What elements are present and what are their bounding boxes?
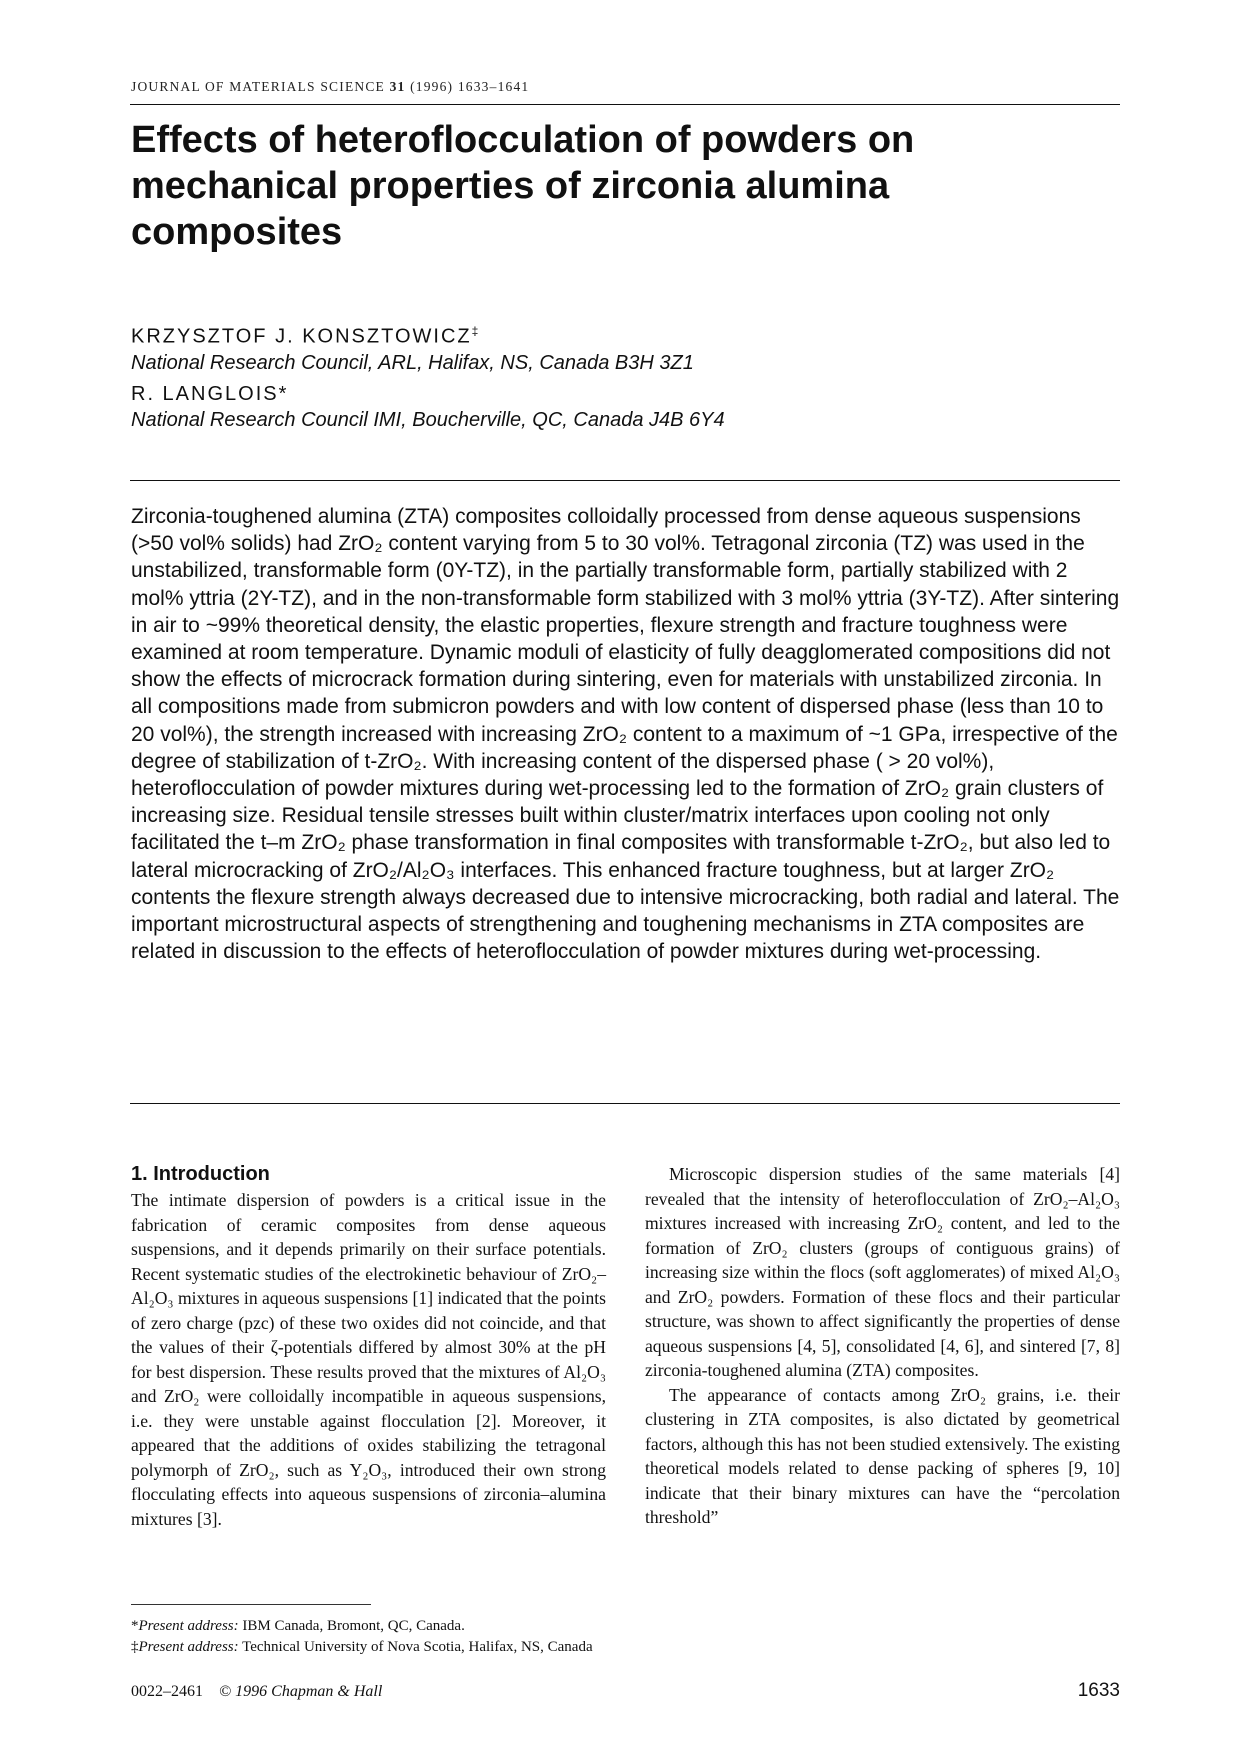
footer-issn-copyright — [131, 1683, 382, 1701]
abstract-top-rule — [130, 480, 1120, 481]
abstract-bottom-rule — [130, 1103, 1120, 1104]
journal-name: JOURNAL OF MATERIALS SCIENCE — [131, 79, 385, 94]
footnote-rule — [131, 1604, 371, 1605]
copyright: © 1996 Chapman & Hall — [219, 1683, 383, 1700]
author-name: KRZYSZTOF J. KONSZTOWICZ‡ — [131, 324, 479, 348]
journal-volume: 31 — [389, 79, 406, 94]
footnote: ‡Present address: Technical University of Nova Scotia, Halifax, NS, Canada — [131, 1639, 593, 1655]
body-column-left — [131, 1162, 606, 1531]
author-affiliation: National Research Council, ARL, Halifax, NS, Canada B3H 3Z1 — [131, 351, 694, 374]
body-paragraph: Microscopic dispersion studies of the same materials [4] revealed that the intensity of heteroflocculation of ZrO₂–Al₂O₃ mixtures increased with increasing ZrO₂ content, and led to the formation of ZrO₂ clusters (groups of contiguous grains) of increasing size within the flocs (soft agglomerates) of mixed Al₂O₃ and ZrO₂ powders. Formation of these flocs and their particular structure, was shown to affect significantly the properties of dense aqueous suspensions [4, 5], consolidated [4, 6], and sintered [7, 8] zirconia-toughened alumina (ZTA) composites. — [645, 1164, 1120, 1380]
body-paragraph: The appearance of contacts among ZrO₂ grains, i.e. their clustering in ZTA composites, is also dictated by geometrical factors, although this has not been studied extensively. The existing theoretical models related to dense packing of spheres [9, 10] indicate that their binary mixtures can have the “percolation threshold” — [645, 1384, 1120, 1527]
body-paragraph: The intimate dispersion of powders is a critical issue in the fabrication of ceramic composites from dense aqueous suspensions, and it depends primarily on their surface potentials. Recent systematic studies of the electrokinetic behaviour of ZrO₂–Al₂O₃ mixtures in aqueous suspensions [1] indicated that the points of zero charge (pzc) of these two oxides did not coincide, and that the values of their ζ-potentials differed by almost 30% at the pH for best dispersion. These results proved that the mixtures of Al₂O₃ and ZrO₂ were colloidally incompatible in aqueous suspensions, i.e. they were unstable against flocculation [2]. Moreover, it appeared that the additions of oxides stabilizing the tetragonal polymorph of ZrO₂, such as Y₂O₃, introduced their own strong flocculating effects into aqueous suspensions of zirconia–alumina mixtures [3]. — [131, 1190, 607, 1529]
author-affiliation: National Research Council IMI, Boucherville, QC, Canada J4B 6Y4 — [131, 408, 725, 431]
footnote: *Present address: IBM Canada, Bromont, QC, Canada. — [131, 1618, 465, 1634]
section-heading: 1. Introduction — [131, 1163, 270, 1185]
author-name: R. LANGLOIS* — [131, 382, 289, 405]
abstract: Zirconia-toughened alumina (ZTA) composites colloidally processed from dense aqueous suspensions (>50 vol% solids) had ZrO₂ content varying from 5 to 30 vol%. Tetragonal zirconia (TZ) was used in the unstabilized, transformable form (0Y-TZ), in the partially transformable form, partially stabilized with 2 mol% yttria (2Y-TZ), and in the non-transformable form stabilized with 3 mol% yttria (3Y-TZ). After sintering in air to ~99% theoretical density, the elastic properties, flexure strength and fracture toughness were examined at room temperature. Dynamic moduli of elasticity of fully deagglomerated compositions did not show the effects of microcrack formation during sintering, even for materials with unstabilized zirconia. In all compositions made from submicron powders and with low content of dispersed phase (less than 10 to 20 vol%), the strength increased with increasing ZrO₂ content to a maximum of ~1 GPa, irrespective of the degree of stabilization of t-ZrO₂. With increasing content of the dispersed phase ( > 20 vol%), heteroflocculation of powder mixtures during wet-processing led to the formation of ZrO₂ grain clusters of increasing size. Residual tensile stresses built within cluster/matrix interfaces upon cooling not only facilitated the t–m ZrO₂ phase transformation in final composites with transformable t-ZrO₂, but also led to lateral microcracking of ZrO₂/Al₂O₃ interfaces. This enhanced fracture toughness, but at larger ZrO₂ contents the flexure strength always decreased due to intensive microcracking, both radial and lateral. The important microstructural aspects of strengthening and toughening mechanisms in ZTA composites are related in discussion to the effects of heteroflocculation of powder mixtures during wet-processing. — [131, 505, 1120, 964]
journal-year-pages: (1996) 1633–1641 — [410, 79, 530, 94]
running-header — [131, 79, 1121, 95]
footnotes — [131, 1616, 831, 1658]
issn: 0022–2461 — [131, 1683, 203, 1700]
page-number: 1633 — [1077, 1680, 1120, 1701]
body-column-right — [645, 1162, 1120, 1530]
paper-title: Effects of heteroflocculation of powders on mechanical properties of zirconia alumina composites — [131, 119, 915, 253]
author-block — [131, 318, 1121, 438]
header-rule — [130, 104, 1120, 105]
